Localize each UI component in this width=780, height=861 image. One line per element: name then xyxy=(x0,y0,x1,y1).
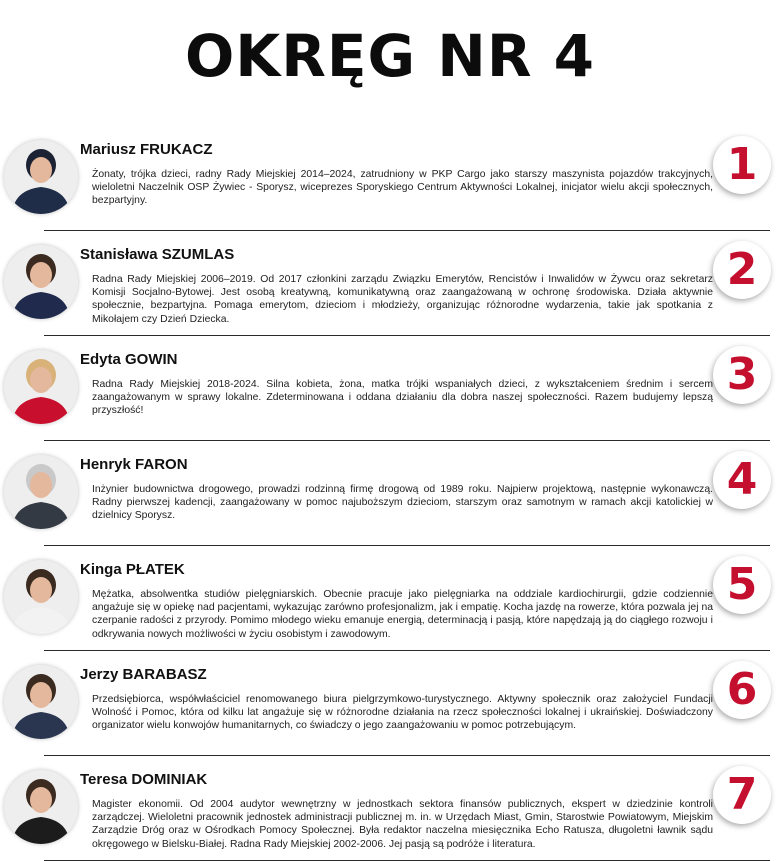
candidate-bio: Radna Rady Miejskiej 2018-2024. Silna kobieta, żona, matka trójki wspaniałych dzieci, z wykształceniem średnim i sercem zaangażowanym w sprawy lokalne. Zdeterminowana i oddana działaniu dla dobra naszej społeczności. Razem budujemy lepszą przyszłość! xyxy=(92,379,713,417)
candidate-name: Mariusz FRUKACZ xyxy=(80,141,213,158)
candidate-photo xyxy=(4,770,78,844)
candidate-name: Henryk FARON xyxy=(80,456,188,473)
candidate-name: Kinga PŁATEK xyxy=(80,561,185,578)
list-number-badge: 6 xyxy=(713,661,771,719)
list-number-badge: 5 xyxy=(713,556,771,614)
candidate-name: Edyta GOWIN xyxy=(80,351,178,368)
candidate-bio: Żonaty, trójka dzieci, radny Rady Miejskiej 2014–2024, zatrudniony w PKP Cargo jako starszy maszynista pojazdów trakcyjnych, wieloletni Naczelnik OSP Żywiec - Sporysz, wiceprezes Sporyskiego Centrum Aktywności Lokalnej, inicjator wielu akcji społecznych, bezpartyjny. xyxy=(92,169,713,207)
candidate-bio: Mężatka, absolwentka studiów pielęgniarskich. Obecnie pracuje jako pielęgniarka na oddziale kardiochirurgii, gdzie codziennie angażuje się w opiekę nad pacjentami, wykazując zarówno profesjonalizm, jak i empatię. Kocha jazdę na rowerze, która pozwala jej na czerpanie radości z przyrody. Pomimo młodego wieku emanuje energią, determinacją i pasją, które napędzają ją do ciągłego rozwoju i odkrywania nowych możliwości w życiu osobistym i zawodowym. xyxy=(92,589,713,640)
candidate-name: Teresa DOMINIAK xyxy=(80,771,208,788)
candidate-photo xyxy=(4,245,78,319)
candidate-entry xyxy=(0,336,780,441)
candidate-entry xyxy=(0,126,780,231)
list-number-badge: 4 xyxy=(713,451,771,509)
candidate-photo xyxy=(4,140,78,214)
list-number-badge: 7 xyxy=(713,766,771,824)
candidate-bio: Radna Rady Miejskiej 2006–2019. Od 2017 członkini zarządu Związku Emerytów, Rencistów i Inwalidów w Żywcu oraz sekretarz Komisji Socjalno-Bytowej. Jest osobą kreatywną, komunikatywną oraz zaangażowaną w ochronę środowiska. Działa aktywnie społecznie, bezpartyjna. Pomaga emerytom, dzieciom i młodzieży, organizując różnorodne wydarzenia, takie jak spotkania z Mikołajem czy Dzień Dziecka. xyxy=(92,274,713,325)
man-grey-hair-icon xyxy=(4,455,78,529)
candidate-photo xyxy=(4,350,78,424)
list-number-badge: 3 xyxy=(713,346,771,404)
woman-red-top-icon xyxy=(4,350,78,424)
candidate-photo xyxy=(4,665,78,739)
candidate-bio: Inżynier budownictwa drogowego, prowadzi rodzinną firmę drogową od 1989 roku. Najpierw projektową, następnie wykonawczą. Radny pierwszej kadencji, zaangażowany w pomoc najuboższym dzieciom, starszym oraz samotnym w ramach akcji katolickiej w dzielnicy Sporysz. xyxy=(92,484,713,522)
woman-dark-jacket-icon xyxy=(4,245,78,319)
candidate-photo xyxy=(4,455,78,529)
candidate-entry xyxy=(0,546,780,651)
man-dark-jacket-icon xyxy=(4,665,78,739)
candidate-bio: Przedsiębiorca, współwłaściciel renomowanego biura pielgrzymkowo-turystycznego. Aktywny społecznik oraz założyciel Fundacji Wolność i Pomoc, która od kilku lat angażuje się w różnorodne działania na rzecz społeczności lokalnej i ukraińskiej. Doświadczony organizator wielu konwojów humanitarnych, co świadczy o jego zaangażowaniu w pomoc potrzebującym. xyxy=(92,694,713,732)
page-title: OKRĘG NR 4 xyxy=(184,22,596,90)
woman-glasses-scarf-icon xyxy=(4,770,78,844)
candidate-entry xyxy=(0,756,780,861)
woman-long-dark-hair-icon xyxy=(4,560,78,634)
candidate-name: Stanisława SZUMLAS xyxy=(80,246,235,263)
list-number-badge: 1 xyxy=(713,136,771,194)
candidate-entry xyxy=(0,231,780,336)
list-number-badge: 2 xyxy=(713,241,771,299)
candidate-name: Jerzy BARABASZ xyxy=(80,666,207,683)
candidate-entry xyxy=(0,441,780,546)
candidate-list xyxy=(0,126,780,861)
man-uniform-cap-icon xyxy=(4,140,78,214)
candidate-photo xyxy=(4,560,78,634)
candidate-bio: Magister ekonomii. Od 2004 audytor wewnętrzny w jednostkach sektora finansów publicznych, ekspert w dziedzinie kontroli zarządczej. Wieloletni pracownik jednostek administracji publicznej m. in. w Urzędach Miast, Gmin, Starostwie Powiatowym, Miejskim Zarządzie Dróg oraz w Ośrodkach Pomocy Społecznej. Była redaktor naczelna miesięcznika Echo Ratusza, długoletni ławnik sądu okręgowego w Bielsku-Białej. Radna Rady Miejskiej 2002-2006. Jej pasją są podróże i literatura. xyxy=(92,799,713,850)
candidate-entry xyxy=(0,651,780,756)
